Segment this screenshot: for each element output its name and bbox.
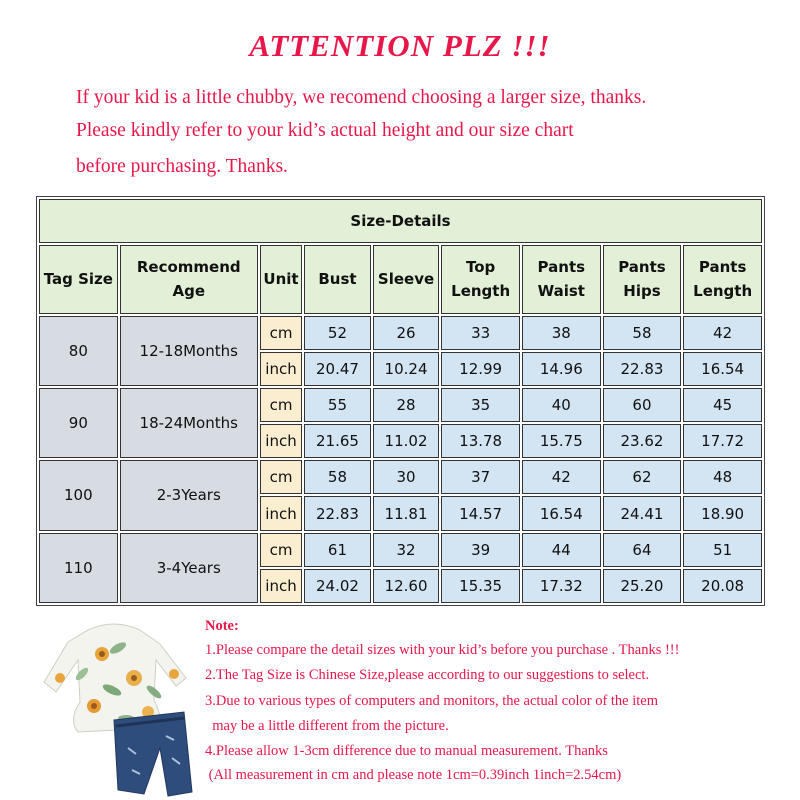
value-cell-cm: 33 (441, 316, 520, 350)
header-pants-waist-line1: Pants (537, 258, 586, 277)
value-cell-inch: 23.62 (603, 424, 682, 458)
table-row (39, 460, 762, 494)
note-line-1: 1.Please compare the detail sizes with your kid’s before you purchase . Thanks !!! (205, 642, 680, 658)
header-pants-length (683, 245, 762, 313)
value-cell-inch: 18.90 (683, 496, 762, 530)
note-line-3: 3.Due to various types of computers and monitors, the actual color of the item (205, 693, 659, 709)
header-pants-length-line2: Length (693, 282, 753, 301)
value-cell-inch: 20.47 (304, 352, 371, 386)
table-row (39, 316, 762, 350)
value-cell-inch: 17.32 (522, 569, 601, 603)
intro-line-3: before purchasing. Thanks. (76, 156, 288, 177)
value-cell-inch: 11.81 (373, 496, 440, 530)
value-cell-inch: 15.75 (522, 424, 601, 458)
intro-line-2: Please kindly refer to your kid’s actual height and our size chart (76, 120, 574, 141)
unit-cell-cm: cm (260, 388, 302, 422)
table-row (39, 388, 762, 422)
value-cell-inch: 14.96 (522, 352, 601, 386)
value-cell-inch: 11.02 (373, 424, 440, 458)
value-cell-inch: 20.08 (683, 569, 762, 603)
unit-cell-inch: inch (260, 352, 302, 386)
recommend-age-cell: 2-3Years (120, 460, 258, 530)
unit-cell-inch: inch (260, 569, 302, 603)
value-cell-inch: 17.72 (683, 424, 762, 458)
note-line-2: 2.The Tag Size is Chinese Size,please according to our suggestions to select. (205, 667, 650, 683)
value-cell-cm: 64 (603, 533, 682, 567)
header-top-length (441, 245, 520, 313)
tag-size-cell: 80 (39, 316, 118, 386)
header-pants-hips (603, 245, 682, 313)
header-top-length-line1: Top (465, 258, 496, 277)
notes-title: Note: (205, 618, 239, 634)
value-cell-cm: 40 (522, 388, 601, 422)
intro-line-1: If your kid is a little chubby, we recomend choosing a larger size, thanks. (76, 87, 647, 108)
value-cell-cm: 45 (683, 388, 762, 422)
unit-cell-inch: inch (260, 496, 302, 530)
value-cell-cm: 62 (603, 460, 682, 494)
value-cell-cm: 52 (304, 316, 371, 350)
value-cell-inch: 12.60 (373, 569, 440, 603)
value-cell-inch: 16.54 (683, 352, 762, 386)
unit-cell-inch: inch (260, 424, 302, 458)
tag-size-cell: 90 (39, 388, 118, 458)
attention-heading: ATTENTION PLZ !!! (249, 28, 551, 63)
value-cell-cm: 38 (522, 316, 601, 350)
value-cell-cm: 30 (373, 460, 440, 494)
header-pants-hips-line2: Hips (623, 282, 661, 301)
size-details-title: Size-Details (39, 199, 762, 243)
value-cell-inch: 16.54 (522, 496, 601, 530)
value-cell-inch: 24.41 (603, 496, 682, 530)
value-cell-cm: 55 (304, 388, 371, 422)
tag-size-cell: 100 (39, 460, 118, 530)
unit-cell-cm: cm (260, 460, 302, 494)
tag-size-cell: 110 (39, 533, 118, 603)
value-cell-cm: 51 (683, 533, 762, 567)
value-cell-inch: 13.78 (441, 424, 520, 458)
note-line-4: may be a little different from the picture. (205, 718, 449, 734)
table-row (39, 533, 762, 567)
value-cell-inch: 22.83 (304, 496, 371, 530)
size-chart-table (36, 196, 765, 606)
value-cell-inch: 25.20 (603, 569, 682, 603)
value-cell-cm: 61 (304, 533, 371, 567)
value-cell-cm: 58 (304, 460, 371, 494)
value-cell-cm: 48 (683, 460, 762, 494)
product-photo (36, 608, 196, 798)
value-cell-cm: 42 (683, 316, 762, 350)
recommend-age-cell: 3-4Years (120, 533, 258, 603)
header-recommend-age: Recommend Age (120, 245, 258, 313)
recommend-age-cell: 12-18Months (120, 316, 258, 386)
header-unit: Unit (260, 245, 302, 313)
jeans-image (114, 712, 192, 796)
header-pants-waist-line2: Waist (537, 282, 585, 301)
value-cell-cm: 39 (441, 533, 520, 567)
header-top-length-line2: Length (451, 282, 511, 301)
unit-cell-cm: cm (260, 316, 302, 350)
value-cell-inch: 12.99 (441, 352, 520, 386)
header-pants-length-line1: Pants (698, 258, 747, 277)
value-cell-cm: 26 (373, 316, 440, 350)
value-cell-inch: 10.24 (373, 352, 440, 386)
value-cell-cm: 42 (522, 460, 601, 494)
value-cell-inch: 22.83 (603, 352, 682, 386)
value-cell-inch: 24.02 (304, 569, 371, 603)
value-cell-cm: 60 (603, 388, 682, 422)
header-pants-hips-line1: Pants (618, 258, 666, 277)
value-cell-cm: 44 (522, 533, 601, 567)
header-pants-waist (522, 245, 601, 313)
note-line-5: 4.Please allow 1-3cm difference due to manual measurement. Thanks (205, 743, 608, 759)
header-bust: Bust (304, 245, 371, 313)
value-cell-inch: 14.57 (441, 496, 520, 530)
value-cell-cm: 32 (373, 533, 440, 567)
value-cell-cm: 35 (441, 388, 520, 422)
value-cell-inch: 15.35 (441, 569, 520, 603)
header-tag-size: Tag Size (39, 245, 118, 313)
header-sleeve: Sleeve (373, 245, 440, 313)
value-cell-inch: 21.65 (304, 424, 371, 458)
value-cell-cm: 58 (603, 316, 682, 350)
value-cell-cm: 37 (441, 460, 520, 494)
note-line-6: (All measurement in cm and please note 1cm=0.39inch 1inch=2.54cm) (205, 767, 622, 783)
recommend-age-cell: 18-24Months (120, 388, 258, 458)
unit-cell-cm: cm (260, 533, 302, 567)
value-cell-cm: 28 (373, 388, 440, 422)
